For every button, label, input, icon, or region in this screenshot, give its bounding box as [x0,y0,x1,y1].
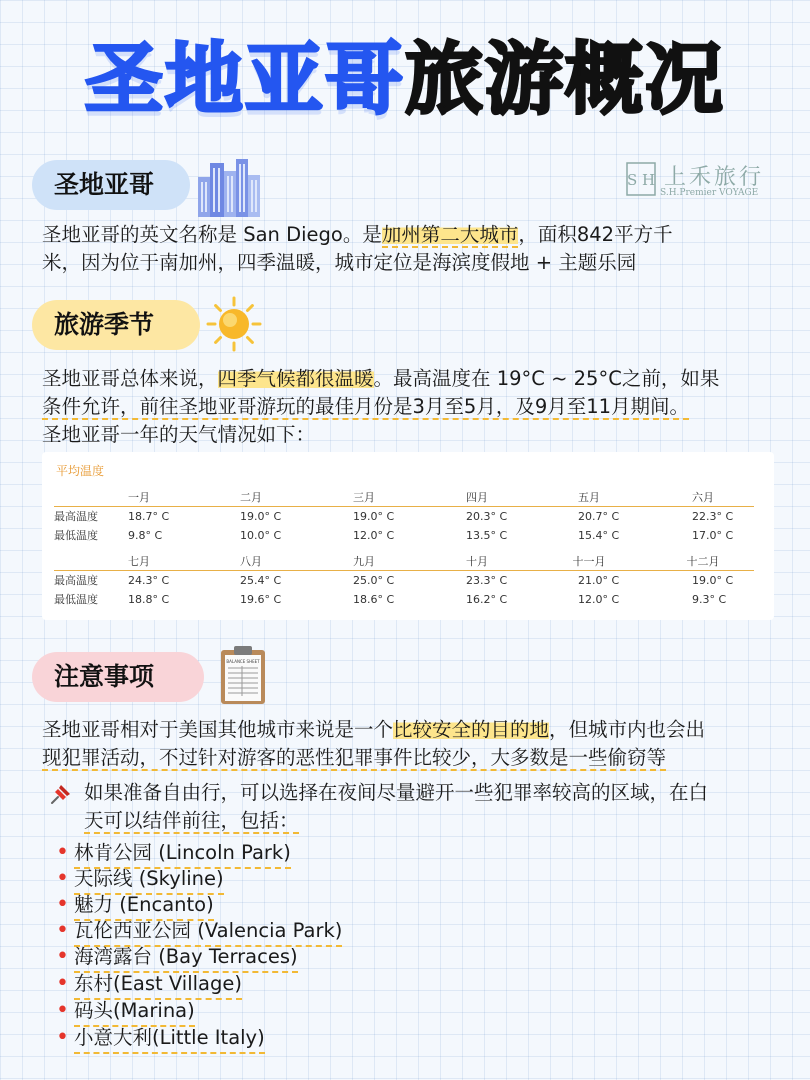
section-label-precautions: 注意事项 [32,652,204,702]
row-label: 最低温度 [54,529,98,542]
bullet-icon: • [56,944,69,969]
table-half-2 [54,552,754,609]
section3-line-1: 圣地亚哥相对于美国其他城市来说是一个比较安全的目的地，但城市内也会出 [42,718,706,741]
page-title [0,30,810,130]
table-caption: 平均温度 [56,464,105,478]
table-row-high [54,507,754,526]
table-row-low [54,590,754,609]
section3-line-2: 现犯罪活动，不过针对游客的恶性犯罪事件比较少，大多数是一些偷窃等 [42,746,667,769]
table-cell: 23.3° C [466,574,508,587]
highlight-warm-climate: 四季气候都很温暖 [217,367,374,390]
month-header: 五月 [578,491,600,504]
month-header: 十二月 [686,555,720,568]
table-header-row [54,488,754,507]
table-row-high [54,571,754,590]
title-part-1: 圣地亚哥 [84,35,405,125]
bullet-icon: • [56,971,69,996]
table-cell: 19.6° C [240,593,282,606]
table-cell: 19.0° C [692,574,734,587]
highlight-safe-destination: 比较安全的目的地 [393,718,550,741]
table-cell: 17.0° C [692,529,734,542]
bullet-icon: • [56,1025,69,1050]
bullet-icon: • [56,918,69,943]
row-label: 最高温度 [54,574,98,587]
row-label: 最低温度 [54,593,98,606]
highlight-second-city: 加州第二大城市 [381,223,519,246]
clipboard-icon [218,644,268,706]
section1-paragraph [42,221,673,277]
table-cell: 12.0° C [578,593,620,606]
table-half-1 [54,488,754,545]
bullet-icon: • [56,866,69,891]
table-cell: 24.3° C [128,574,170,587]
table-cell: 15.4° C [578,529,620,542]
bullet-icon: • [56,892,69,917]
table-cell: 9.8° C [128,529,163,542]
section1-line-1: 圣地亚哥的英文名称是 San Diego。是加州第二大城市，面积842平方千 [42,223,673,246]
table-cell: 16.2° C [466,593,508,606]
bullet-icon: • [56,840,69,865]
table-cell: 9.3° C [692,593,727,606]
month-header: 九月 [353,555,375,568]
month-header: 一月 [128,491,150,504]
month-header: 十一月 [572,555,606,568]
section-label-travel-season: 旅游季节 [32,300,200,350]
table-cell: 25.4° C [240,574,282,587]
table-cell: 18.7° C [128,510,170,523]
brand-logo [626,160,786,200]
section2-line-1: 圣地亚哥总体来说，四季气候都很温暖。最高温度在 19°C ~ 25°C之前，如果 [42,367,720,390]
table-header-row [54,552,754,571]
table-cell: 20.7° C [578,510,620,523]
temperature-table [42,452,774,620]
sun-icon [206,296,262,352]
tip-paragraph [84,779,708,835]
table-cell: 12.0° C [353,529,395,542]
table-cell: 21.0° C [578,574,620,587]
section2-paragraph [42,365,719,449]
table-cell: 18.6° C [353,593,395,606]
table-cell: 18.8° C [128,593,170,606]
month-header: 七月 [128,555,150,568]
table-cell: 19.0° C [353,510,395,523]
city-skyline-icon [196,155,262,217]
brand-name-en: S.H.Premier VOYAGE [660,188,759,198]
brand-mark-icon [626,162,656,196]
month-header: 三月 [353,491,375,504]
section2-line-3: 圣地亚哥一年的天气情况如下： [42,423,316,446]
tip-line-2: 天可以结伴前往，包括： [84,809,299,832]
table-cell: 25.0° C [353,574,395,587]
title-part-2: 旅游概况 [405,35,726,125]
brand-mark-letters: S H [626,171,656,189]
month-header: 十月 [466,555,488,568]
section3-paragraph [42,716,705,772]
table-cell: 13.5° C [466,529,508,542]
tip-line-1: 如果准备自由行，可以选择在夜间尽量避开一些犯罪率较高的区域，在白 [84,781,709,804]
section2-line-2: 条件允许，前往圣地亚哥游玩的最佳月份是3月至5月，及9月至11月期间。 [42,395,690,418]
clipboard-label: BALANCE SHEET [226,659,260,664]
table-row-low [54,526,754,545]
table-cell: 19.0° C [240,510,282,523]
table-cell: 10.0° C [240,529,282,542]
section-label-san-diego: 圣地亚哥 [32,160,190,210]
section1-line-2: 米，因为位于南加州，四季温暖，城市定位是海滨度假地 + 主题乐园 [42,251,637,274]
month-header: 八月 [240,555,262,568]
month-header: 六月 [692,491,714,504]
bullet-icon: • [56,998,69,1023]
row-label: 最高温度 [54,510,98,523]
month-header: 二月 [240,491,262,504]
table-cell: 20.3° C [466,510,508,523]
brand-name-zh: 上禾旅行 [664,165,765,190]
month-header: 四月 [466,491,488,504]
pushpin-icon [46,781,74,809]
table-cell: 22.3° C [692,510,734,523]
